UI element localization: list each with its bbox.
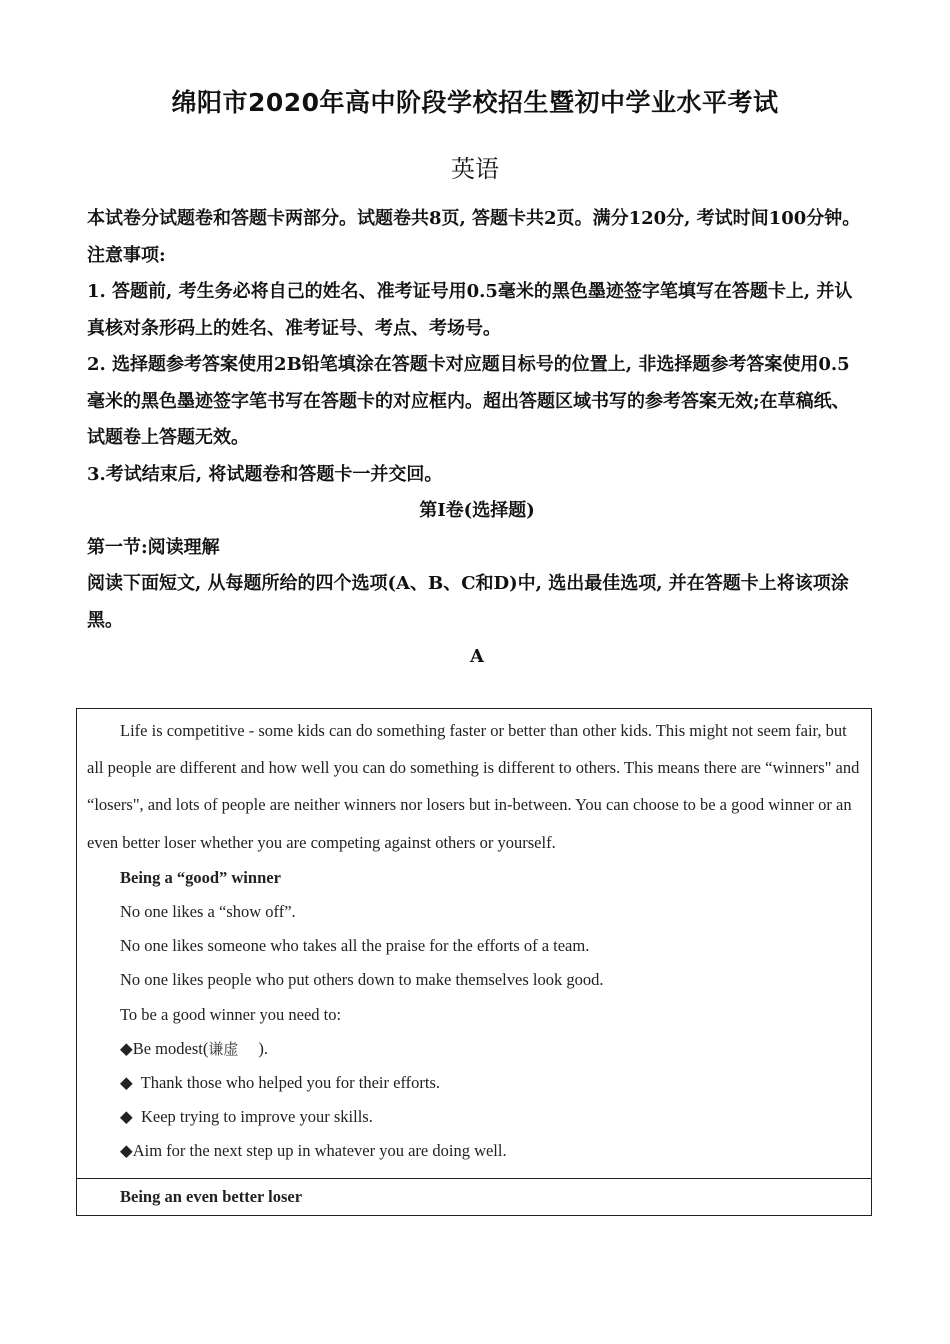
bullet-item — [87, 1032, 861, 1066]
passage-main — [77, 709, 871, 1178]
bullet-item — [87, 1100, 861, 1134]
note-item: 1. 答题前, 考生务必将自己的姓名、准考证号用0.5毫米的黑色墨迹签字笔填写在答题卡上, 并认真核对条形码上的姓名、准考证号、考点、考场号。 — [87, 281, 853, 339]
passage-line: No one likes a “show off”. — [120, 902, 296, 922]
section-title: 第一节:阅读理解 — [87, 536, 220, 558]
winner-heading: Being a “good” winner — [120, 867, 281, 887]
diamond-bullet-icon: ◆ — [120, 1141, 133, 1161]
exam-intro: 本试卷分试题卷和答题卡两部分。试题卷共8页, 答题卡共2页。满分120分, 考试时间100分钟。 — [87, 208, 861, 229]
note-item: 3.考试结束后, 将试题卷和答题卡一并交回。 — [87, 463, 443, 485]
section-instruction: 阅读下面短文, 从每题所给的四个选项(A、B、C和D)中, 选出最佳选项, 并在答题卡上将该项涂黑。 — [87, 573, 849, 631]
part-title: 第I卷(选择题) — [419, 500, 535, 521]
passage-box — [76, 708, 872, 1216]
bullet-item — [87, 1066, 861, 1100]
passage-line: No one likes people who put others down to make themselves look good. — [120, 970, 604, 990]
diamond-bullet-icon: ◆ — [120, 1073, 133, 1093]
exam-title: 绵阳市2020年高中阶段学校招生暨初中学业水平考试 — [171, 88, 779, 117]
notes-heading: 注意事项: — [87, 244, 166, 266]
passage-line: To be a good winner you need to: — [120, 1004, 342, 1024]
bullet-text: Aim for the next step up in whatever you are doing well. — [132, 1141, 507, 1161]
passage-label: A — [470, 646, 484, 667]
note-item: 2. 选择题参考答案使用2B铅笔填涂在答题卡对应题目标号的位置上, 非选择题参考答案使用0.5毫米的黑色墨迹签字笔书写在答题卡的对应框内。超出答题区域书写的参考答案无效;在草稿纸、试题卷上答题无效。 — [87, 354, 850, 448]
diamond-bullet-icon: ◆ — [120, 1107, 133, 1127]
passage-line: No one likes someone who takes all the praise for the efforts of a team. — [120, 936, 590, 956]
gloss-text: 谦虚 — [208, 1039, 239, 1058]
diamond-bullet-icon: ◆ — [120, 1038, 133, 1058]
passage-paragraph: Life is competitive - some kids can do something faster or better than other kids. This might not seem fair, but all people are different and how well you can do something is different to others. This means there are “winners" and “losers", and lots of people are neither winners nor losers but in-between. You can choose to be a good winner or an even better loser whether you are competing against others or yourself. — [87, 721, 860, 852]
bullet-item — [87, 1134, 861, 1168]
bullet-text-end: ). — [258, 1038, 268, 1058]
subject-title: 英语 — [451, 155, 499, 183]
loser-heading: Being an even better loser — [77, 1178, 871, 1215]
bullet-text: Be modest( — [132, 1038, 209, 1058]
bullet-text: Thank those who helped you for their efforts. — [140, 1073, 441, 1093]
instructions-block — [87, 201, 867, 676]
bullet-text: Keep trying to improve your skills. — [140, 1107, 373, 1127]
